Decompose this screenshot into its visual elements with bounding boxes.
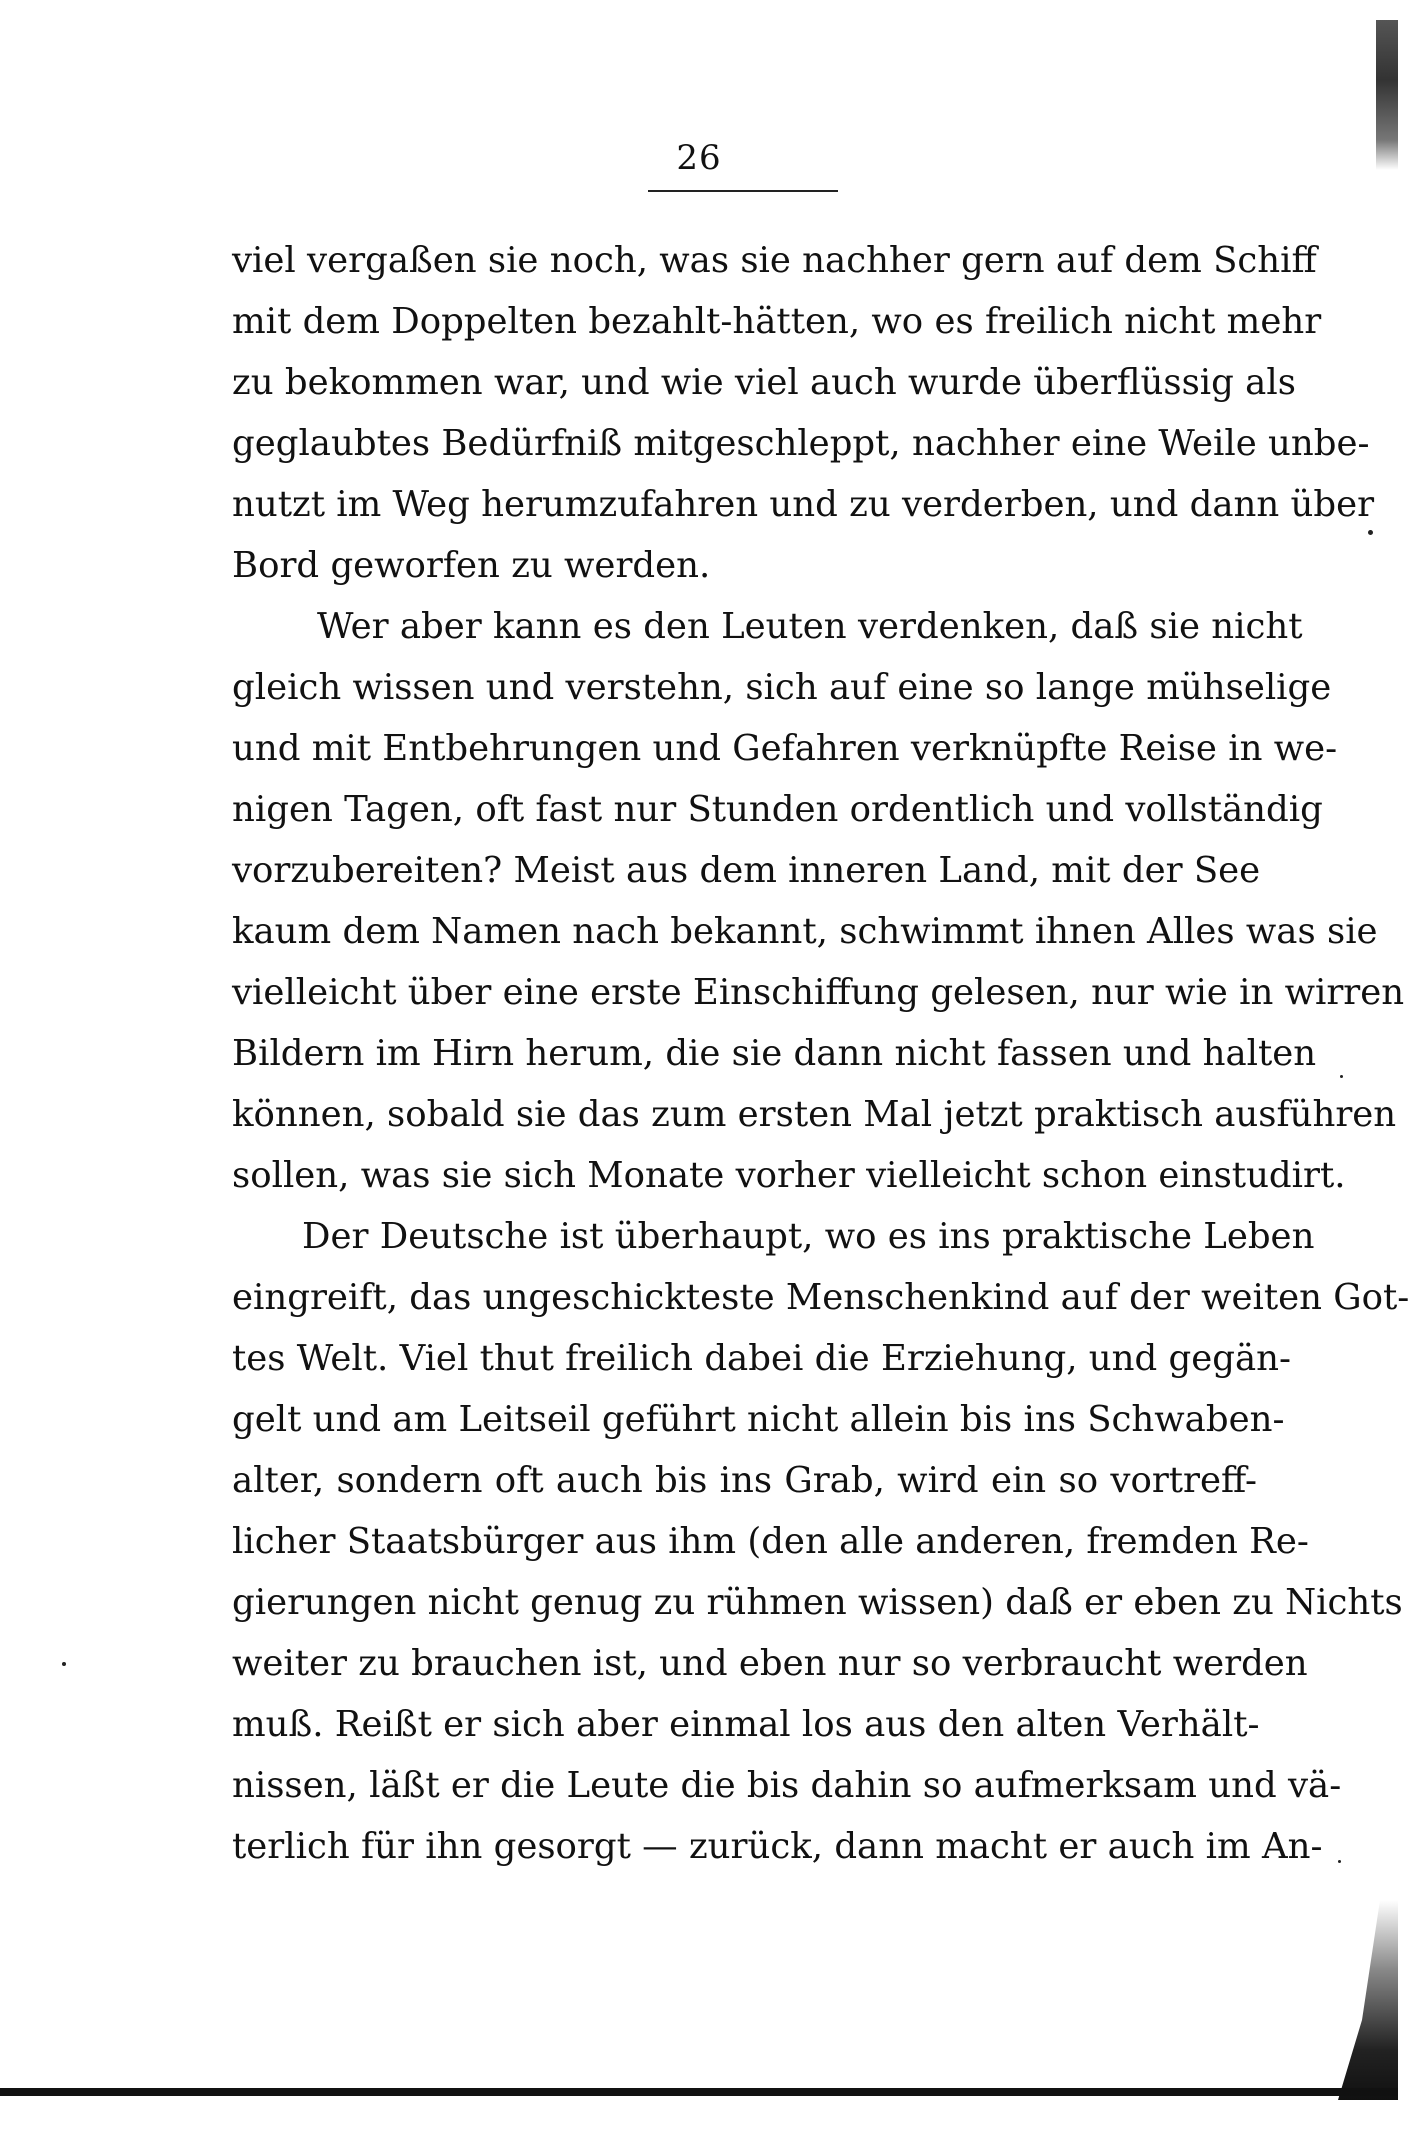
text-line: tes Welt. Viel thut freilich dabei die Erziehung, und gegän- xyxy=(232,1338,1292,1379)
text-line: zu bekommen war, und wie viel auch wurde überflüssig als xyxy=(232,362,1296,403)
page-number: 26 xyxy=(676,138,722,178)
text-line: vielleicht über eine erste Einschiffung gelesen, nur wie in wirren xyxy=(232,972,1405,1013)
text-line: terlich für ihn gesorgt — zurück, dann macht er auch im An- xyxy=(232,1826,1323,1867)
text-line: gleich wissen und verstehn, sich auf eine so lange mühselige xyxy=(232,667,1332,708)
text-line: vorzubereiten? Meist aus dem inneren Land, mit der See xyxy=(232,850,1261,891)
text-line: kaum dem Namen nach bekannt, schwimmt ihnen Alles was sie xyxy=(232,911,1378,952)
scan-speck xyxy=(1340,1075,1343,1078)
text-line: und mit Entbehrungen und Gefahren verknüpfte Reise in we- xyxy=(232,728,1338,769)
text-line: nutzt im Weg herumzufahren und zu verderben, und dann über xyxy=(232,484,1375,525)
text-line: nigen Tagen, oft fast nur Stunden ordentlich und vollständig xyxy=(232,789,1323,830)
text-line: licher Staatsbürger aus ihm (den alle anderen, fremden Re- xyxy=(232,1521,1309,1562)
scan-speck xyxy=(1338,1860,1341,1863)
header-rule xyxy=(648,190,838,192)
scan-speck xyxy=(62,1662,66,1666)
text-line: gelt und am Leitseil geführt nicht allein bis ins Schwaben- xyxy=(232,1399,1285,1440)
text-line: können, sobald sie das zum ersten Mal jetzt praktisch ausführen xyxy=(232,1094,1397,1135)
text-line: eingreift, das ungeschickteste Menschenkind auf der weiten Got- xyxy=(232,1277,1409,1318)
scan-speck xyxy=(1368,530,1373,535)
text-line: mit dem Doppelten bezahlt-hätten, wo es freilich nicht mehr xyxy=(232,301,1322,342)
text-line: Bord geworfen zu werden. xyxy=(232,545,711,586)
paragraph-start-line: Wer aber kann es den Leuten verdenken, daß sie nicht xyxy=(317,606,1303,647)
scan-bottom-border xyxy=(0,2088,1398,2096)
paragraph-start-line: Der Deutsche ist überhaupt, wo es ins praktische Leben xyxy=(302,1216,1315,1257)
text-line: geglaubtes Bedürfniß mitgeschleppt, nachher eine Weile unbe- xyxy=(232,423,1370,464)
body-text xyxy=(232,230,1409,1877)
text-line: nissen, läßt er die Leute die bis dahin so aufmerksam und vä- xyxy=(232,1765,1342,1806)
text-line: Bildern im Hirn herum, die sie dann nicht fassen und halten xyxy=(232,1033,1317,1074)
text-line: weiter zu brauchen ist, und eben nur so verbraucht werden xyxy=(232,1643,1308,1684)
scan-edge-artifact-bottom xyxy=(1338,1900,1398,2100)
text-line: sollen, was sie sich Monate vorher vielleicht schon einstudirt. xyxy=(232,1155,1346,1196)
text-line: alter, sondern oft auch bis ins Grab, wird ein so vortreff- xyxy=(232,1460,1257,1501)
text-line: muß. Reißt er sich aber einmal los aus den alten Verhält- xyxy=(232,1704,1260,1745)
text-line: gierungen nicht genug zu rühmen wissen) daß er eben zu Nichts xyxy=(232,1582,1403,1623)
text-line: viel vergaßen sie noch, was sie nachher gern auf dem Schiff xyxy=(232,240,1317,281)
